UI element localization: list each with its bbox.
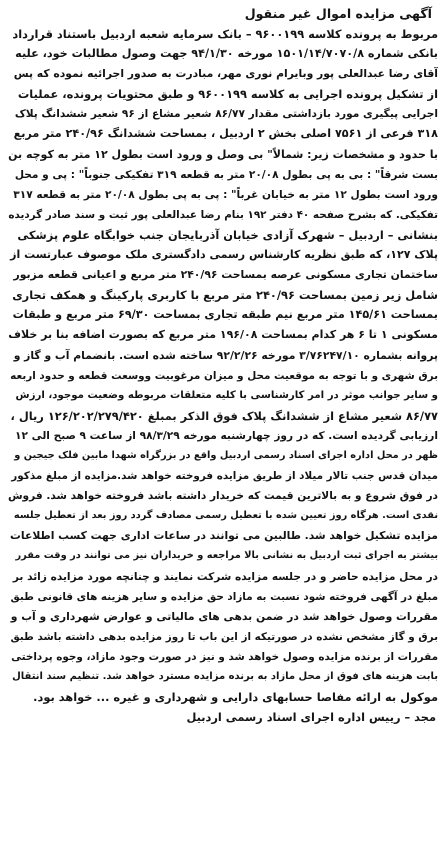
notice-text-line: بست شرقاً" : بی به پی بطول ۲۰/۰۸ متر به قطعه ۳۱۹ تفکیکی جنوباً" : پی و محل	[14, 168, 438, 181]
notice-text-line: مزایده تشکیل خواهد شد. طالبین می توانند در ساعات اداری جهت کسب اطلاعات	[10, 529, 438, 543]
notice-text-line: شامل زیر زمین بمساحت ۲۴۰/۹۶ متر مربع با کاربری پارکینگ و همکف تجاری	[12, 288, 438, 303]
notice-text-line: آقای رضا عبدالعلی پور وبایرام نوری مهر، مبادرت به صدور اجرائیه نموده که پس	[13, 67, 438, 81]
notice-text-line: از تشکیل پرونده اجرایی به کلاسه ۹۶۰۰۱۹۹ و طبق محتویات پرونده، عملیات	[17, 87, 438, 102]
notice-text-line: ۳۱۸ فرعی از ۷۵۶۱ اصلی بخش ۲ اردبیل ، بمساحت ششدانگ ۲۴۰/۹۶ متر مربع	[13, 127, 438, 141]
notice-text-line: بنشانی – اردبیل – شهرک آزادی خیابان آذربایجان جنب خوابگاه علوم پزشکی	[17, 227, 438, 242]
notice-text-line: بمساحت ۱۴۵/۶۱ متر مربع نیم طبقه تجاری بمساحت ۶۹/۳۰ متر مربع و طبقات	[12, 308, 438, 322]
notice-text-line: بانکی شماره ۱۵۰۱/۱۴/۷۰۷۰/۸ مورخه ۹۴/۱/۳۰ جهت وصول مطالبات خود، علیه	[15, 47, 438, 61]
notice-body	[8, 24, 438, 707]
notice-text-line: در محل مزایده حاضر و در جلسه مزایده شرکت نمایند و چنانچه مورد مزایده زائد بر	[12, 570, 438, 583]
notice-text-line: بابت هزینه های فوق از محل مازاد به برنده مزایده مسترد خواهد شد. تنظیم سند انتقال	[12, 671, 438, 682]
notice-text-line: ورود است بطول ۱۲ متر به خیابان غرباً" : پی به پی بطول ۲۰/۰۸ متر به قطعه ۳۱۷	[13, 188, 438, 201]
notice-text-line: ۸۶/۷۷ شعیر مشاع از ششدانگ پلاک فوق الذکر بمبلغ ۱۲۶/۲۰۲/۲۷۹/۴۲۰ ریال ،	[10, 408, 438, 423]
notice-text-line: مسکونی ۱ تا ۶ هر کدام بمساحت ۱۹۶/۰۸ متر مربع که بصورت اضافه بنا بر خلاف	[8, 328, 438, 342]
notice-text-line: بیشتر به اجرای ثبت اردبیل به نشانی بالا مراجعه و خریداران نیز می توانند در وقت مقرر	[15, 550, 438, 562]
notice-text-line: ظهر در محل اداره اجرای اسناد رسمی اردبیل واقع در بزرگراه شهدا مابین فلک جیجین و	[14, 449, 438, 461]
notice-text-line: پلاک ۱۲۷، که طبق نظریه کارشناس رسمی دادگستری ملک موصوف عبارتست از	[10, 248, 438, 262]
notice-text-line: میدان قدس جنب تالار میلاد از طریق مزایده فروخته خواهد شد.مزایده از مبلغ مذکور	[11, 470, 438, 483]
notice-text-line: برق شهری و با توجه به موقعیت محل و میزان مرغوبیت ووسعت قطعه و حدود اربعه	[10, 369, 438, 382]
notice-text-line: تفکیکی. که بشرح صفحه ۴۰ دفتر ۱۹۲ بنام رضا عبدالعلی پور ثبت و سند صادر گردیده	[8, 208, 438, 221]
notice-text-line: مقررات وصول خواهد شد در ضمن بدهی های مالیاتی و عوارض شهرداری و آب و	[10, 609, 438, 623]
notice-text-line: مربوط به پرونده کلاسه ۹۶۰۰۱۹۹ – بانک سرمایه شعبه اردبیل باستناد قرارداد	[12, 27, 438, 41]
notice-text-line: و سایر جوانب موثر در امر کارشناسی با کلیه متعلقات مربوطه وضعیت موجود، ارزش	[15, 389, 438, 401]
notice-signature: مجد – رییس اداره اجرای اسناد رسمی اردبیل	[186, 710, 436, 725]
notice-text-line: اجرایی پیگیری مورد بازداشتی مقدار ۸۶/۷۷ شعیر مشاع از ۹۶ شعیر ششدانگ پلاک	[14, 108, 438, 121]
notice-text-line: مبلغ در آگهی فروخته شود نسبت به مازاد حق مزایده و سایر هزینه های قانونی طبق	[10, 590, 438, 603]
notice-text-line: مقررات از برنده مزایده وصول خواهد شد و نیز در صورت وجود مازاد، وجوه پرداختی	[11, 650, 438, 663]
notice-text-line: با حدود و مشخصات زیر: شمالاً" بی وصل و ورود است بطول ۱۲ متر به کوچه بن	[8, 147, 438, 161]
notice-title: آگهی مزایده اموال غیر منقول	[244, 6, 432, 21]
notice-text-line: در فوق شروع و به بالاترین قیمت که خریدار داشته باشد فروخته خواهد شد. فروش	[8, 490, 438, 503]
notice-text-line: ساختمان تجاری مسکونی عرصه بمساحت ۲۴۰/۹۶ متر مربع و اعیانی قطعه مزبور	[13, 268, 438, 282]
notice-text-line: ارزیابی گردیده است. که در روز چهارشنبه مورخه ۹۸/۳/۲۹ از ساعت ۹ صبح الی ۱۲	[14, 429, 438, 442]
notice-text-line: موکول به ارائه مفاصا حسابهای دارایی و شهرداری و غیره ... خواهد بود.	[33, 690, 438, 705]
notice-text-line: نقدی است. هرگاه روز تعیین شده با تعطیل رسمی مصادف گردد روز بعد از تعطیل جلسه	[13, 510, 438, 522]
notice-text-line: پروانه بشماره ۳/۷۶۲۴۷/۱۰ مورخه ۹۲/۲/۲۶ ساخته شده است. بانضمام آب و گاز و	[13, 348, 438, 362]
notice-text-line: برق و گاز مشخص نشده در صورتیکه از این باب تا روز مزایده بدهی داشته باشد طبق	[10, 630, 438, 643]
